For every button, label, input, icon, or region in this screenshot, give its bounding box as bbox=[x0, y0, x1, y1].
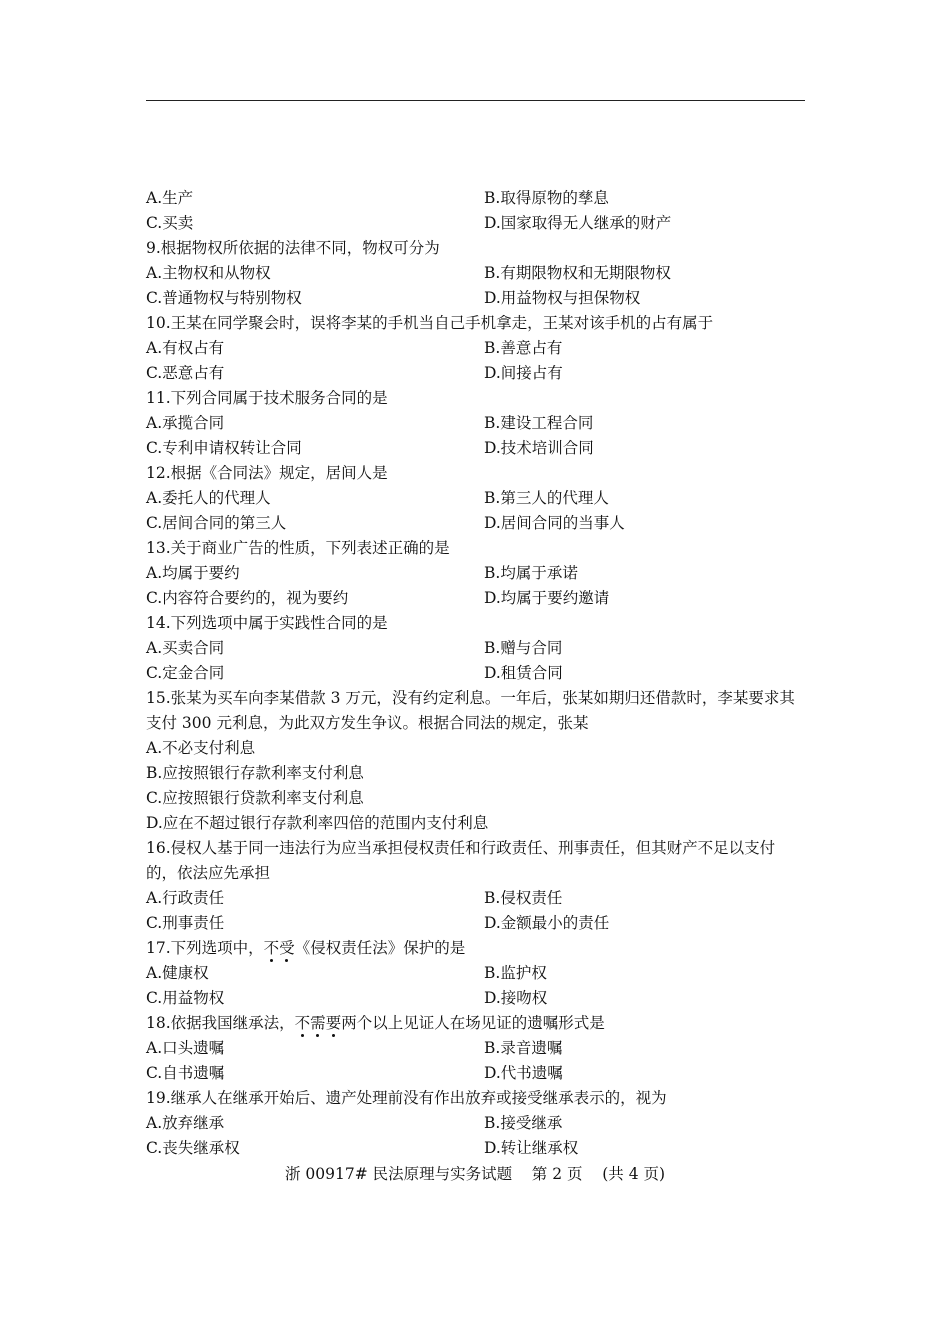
stem-text: 17.下列选项中， bbox=[146, 939, 264, 957]
option-a: A.不必支付利息 bbox=[146, 739, 256, 757]
option-c: C.用益物权 bbox=[146, 989, 225, 1007]
option-c: C.普通物权与特别物权 bbox=[146, 289, 302, 307]
option-a: A.口头遗嘱 bbox=[146, 1039, 225, 1057]
options-row bbox=[146, 661, 806, 686]
question-stem: 13.关于商业广告的性质，下列表述正确的是 bbox=[146, 539, 450, 557]
option-c: C.买卖 bbox=[146, 214, 194, 232]
options-row bbox=[146, 1136, 806, 1161]
options-row bbox=[146, 511, 806, 536]
emphasis-char: 不 bbox=[263, 939, 280, 957]
option-b: B.建设工程合同 bbox=[484, 414, 594, 432]
question-stem: 10.王某在同学聚会时，误将李某的手机当自己手机拿走，王某对该手机的占有属于 bbox=[146, 314, 714, 332]
option-c: C.应按照银行贷款利率支付利息 bbox=[146, 789, 364, 807]
option-b: B.应按照银行存款利率支付利息 bbox=[146, 764, 364, 782]
option-b: B.接受继承 bbox=[484, 1114, 563, 1132]
option-a: A.行政责任 bbox=[146, 889, 225, 907]
option-c: C.自书遗嘱 bbox=[146, 1064, 225, 1082]
options-row bbox=[146, 361, 806, 386]
option-a: A.生产 bbox=[146, 189, 194, 207]
option-d: D.应在不超过银行存款利率四倍的范围内支付利息 bbox=[146, 814, 489, 832]
header-rule bbox=[146, 100, 805, 101]
option-b: B.赠与合同 bbox=[484, 639, 563, 657]
option-b: B.侵权责任 bbox=[484, 889, 563, 907]
options-row bbox=[146, 911, 806, 936]
emphasis-text bbox=[295, 1014, 342, 1032]
option-b: B.第三人的代理人 bbox=[484, 489, 609, 507]
option-a: A.主物权和从物权 bbox=[146, 264, 271, 282]
question-stem: 15.张某为买车向李某借款 3 万元，没有约定利息。一年后，张某如期归还借款时，李某要求其支付 300 元利息，为此双方发生争议。根据合同法的规定，张某 bbox=[146, 689, 795, 732]
option-c: C.居间合同的第三人 bbox=[146, 514, 287, 532]
option-c: C.专利申请权转让合同 bbox=[146, 439, 302, 457]
options-row bbox=[146, 411, 806, 436]
options-row bbox=[146, 486, 806, 511]
option-d: D.间接占有 bbox=[484, 364, 563, 382]
option-a: A.放弃继承 bbox=[146, 1114, 225, 1132]
option-d: D.国家取得无人继承的财产 bbox=[484, 214, 672, 232]
options-row bbox=[146, 961, 806, 986]
emphasis-char: 受 bbox=[279, 939, 295, 957]
option-d: D.居间合同的当事人 bbox=[484, 514, 625, 532]
options-row bbox=[146, 436, 806, 461]
option-a: A.买卖合同 bbox=[146, 639, 225, 657]
option-d: D.均属于要约邀请 bbox=[484, 589, 610, 607]
option-b: B.录音遗嘱 bbox=[484, 1039, 563, 1057]
options-row bbox=[146, 211, 806, 236]
options-row bbox=[146, 286, 806, 311]
question-stem: 12.根据《合同法》规定，居间人是 bbox=[146, 464, 388, 482]
options-row bbox=[146, 986, 806, 1011]
option-d: D.金额最小的责任 bbox=[484, 914, 610, 932]
option-a: A.健康权 bbox=[146, 964, 209, 982]
option-c: C.刑事责任 bbox=[146, 914, 225, 932]
options-row bbox=[146, 1036, 806, 1061]
question-stem bbox=[146, 936, 806, 961]
stem-text: 《侵权责任法》保护的是 bbox=[294, 939, 466, 957]
options-row bbox=[146, 186, 806, 211]
option-b: B.均属于承诺 bbox=[484, 564, 578, 582]
option-b: B.取得原物的孳息 bbox=[484, 189, 609, 207]
option-d: D.代书遗嘱 bbox=[484, 1064, 563, 1082]
option-d: D.转让继承权 bbox=[484, 1139, 579, 1157]
question-stem bbox=[146, 1011, 806, 1036]
option-a: A.委托人的代理人 bbox=[146, 489, 271, 507]
emphasis-char: 要 bbox=[325, 1014, 342, 1032]
emphasis-text bbox=[264, 939, 295, 957]
option-a: A.承揽合同 bbox=[146, 414, 225, 432]
option-d: D.技术培训合同 bbox=[484, 439, 594, 457]
options-row bbox=[146, 886, 806, 911]
exam-content bbox=[146, 186, 806, 1161]
option-c: C.定金合同 bbox=[146, 664, 225, 682]
option-d: D.用益物权与担保物权 bbox=[484, 289, 641, 307]
options-row bbox=[146, 586, 806, 611]
options-row bbox=[146, 561, 806, 586]
stem-text: 18.依据我国继承法， bbox=[146, 1014, 295, 1032]
options-row bbox=[146, 336, 806, 361]
option-d: D.租赁合同 bbox=[484, 664, 563, 682]
option-c: C.内容符合要约的，视为要约 bbox=[146, 589, 349, 607]
options-row bbox=[146, 261, 806, 286]
option-b: B.监护权 bbox=[484, 964, 547, 982]
question-stem: 14.下列选项中属于实践性合同的是 bbox=[146, 614, 388, 632]
option-b: B.善意占有 bbox=[484, 339, 563, 357]
option-b: B.有期限物权和无期限物权 bbox=[484, 264, 671, 282]
option-a: A.有权占有 bbox=[146, 339, 225, 357]
option-c: C.恶意占有 bbox=[146, 364, 225, 382]
question-stem: 16.侵权人基于同一违法行为应当承担侵权责任和行政责任、刑事责任，但其财产不足以支付的，依法应先承担 bbox=[146, 839, 776, 882]
emphasis-char: 不 bbox=[294, 1014, 311, 1032]
stem-text: 两个以上见证人在场见证的遗嘱形式是 bbox=[341, 1014, 605, 1032]
question-stem: 9.根据物权所依据的法律不同，物权可分为 bbox=[146, 239, 440, 257]
option-d: D.接吻权 bbox=[484, 989, 548, 1007]
options-row bbox=[146, 1111, 806, 1136]
options-row bbox=[146, 636, 806, 661]
question-stem: 11.下列合同属于技术服务合同的是 bbox=[146, 389, 388, 407]
options-row bbox=[146, 1061, 806, 1086]
option-a: A.均属于要约 bbox=[146, 564, 240, 582]
page-footer: 浙 00917# 民法原理与实务试题 第 2 页 (共 4 页) bbox=[284, 1165, 666, 1183]
emphasis-char: 需 bbox=[310, 1014, 326, 1032]
option-c: C.丧失继承权 bbox=[146, 1139, 240, 1157]
question-stem: 19.继承人在继承开始后、遗产处理前没有作出放弃或接受继承表示的，视为 bbox=[146, 1089, 667, 1107]
